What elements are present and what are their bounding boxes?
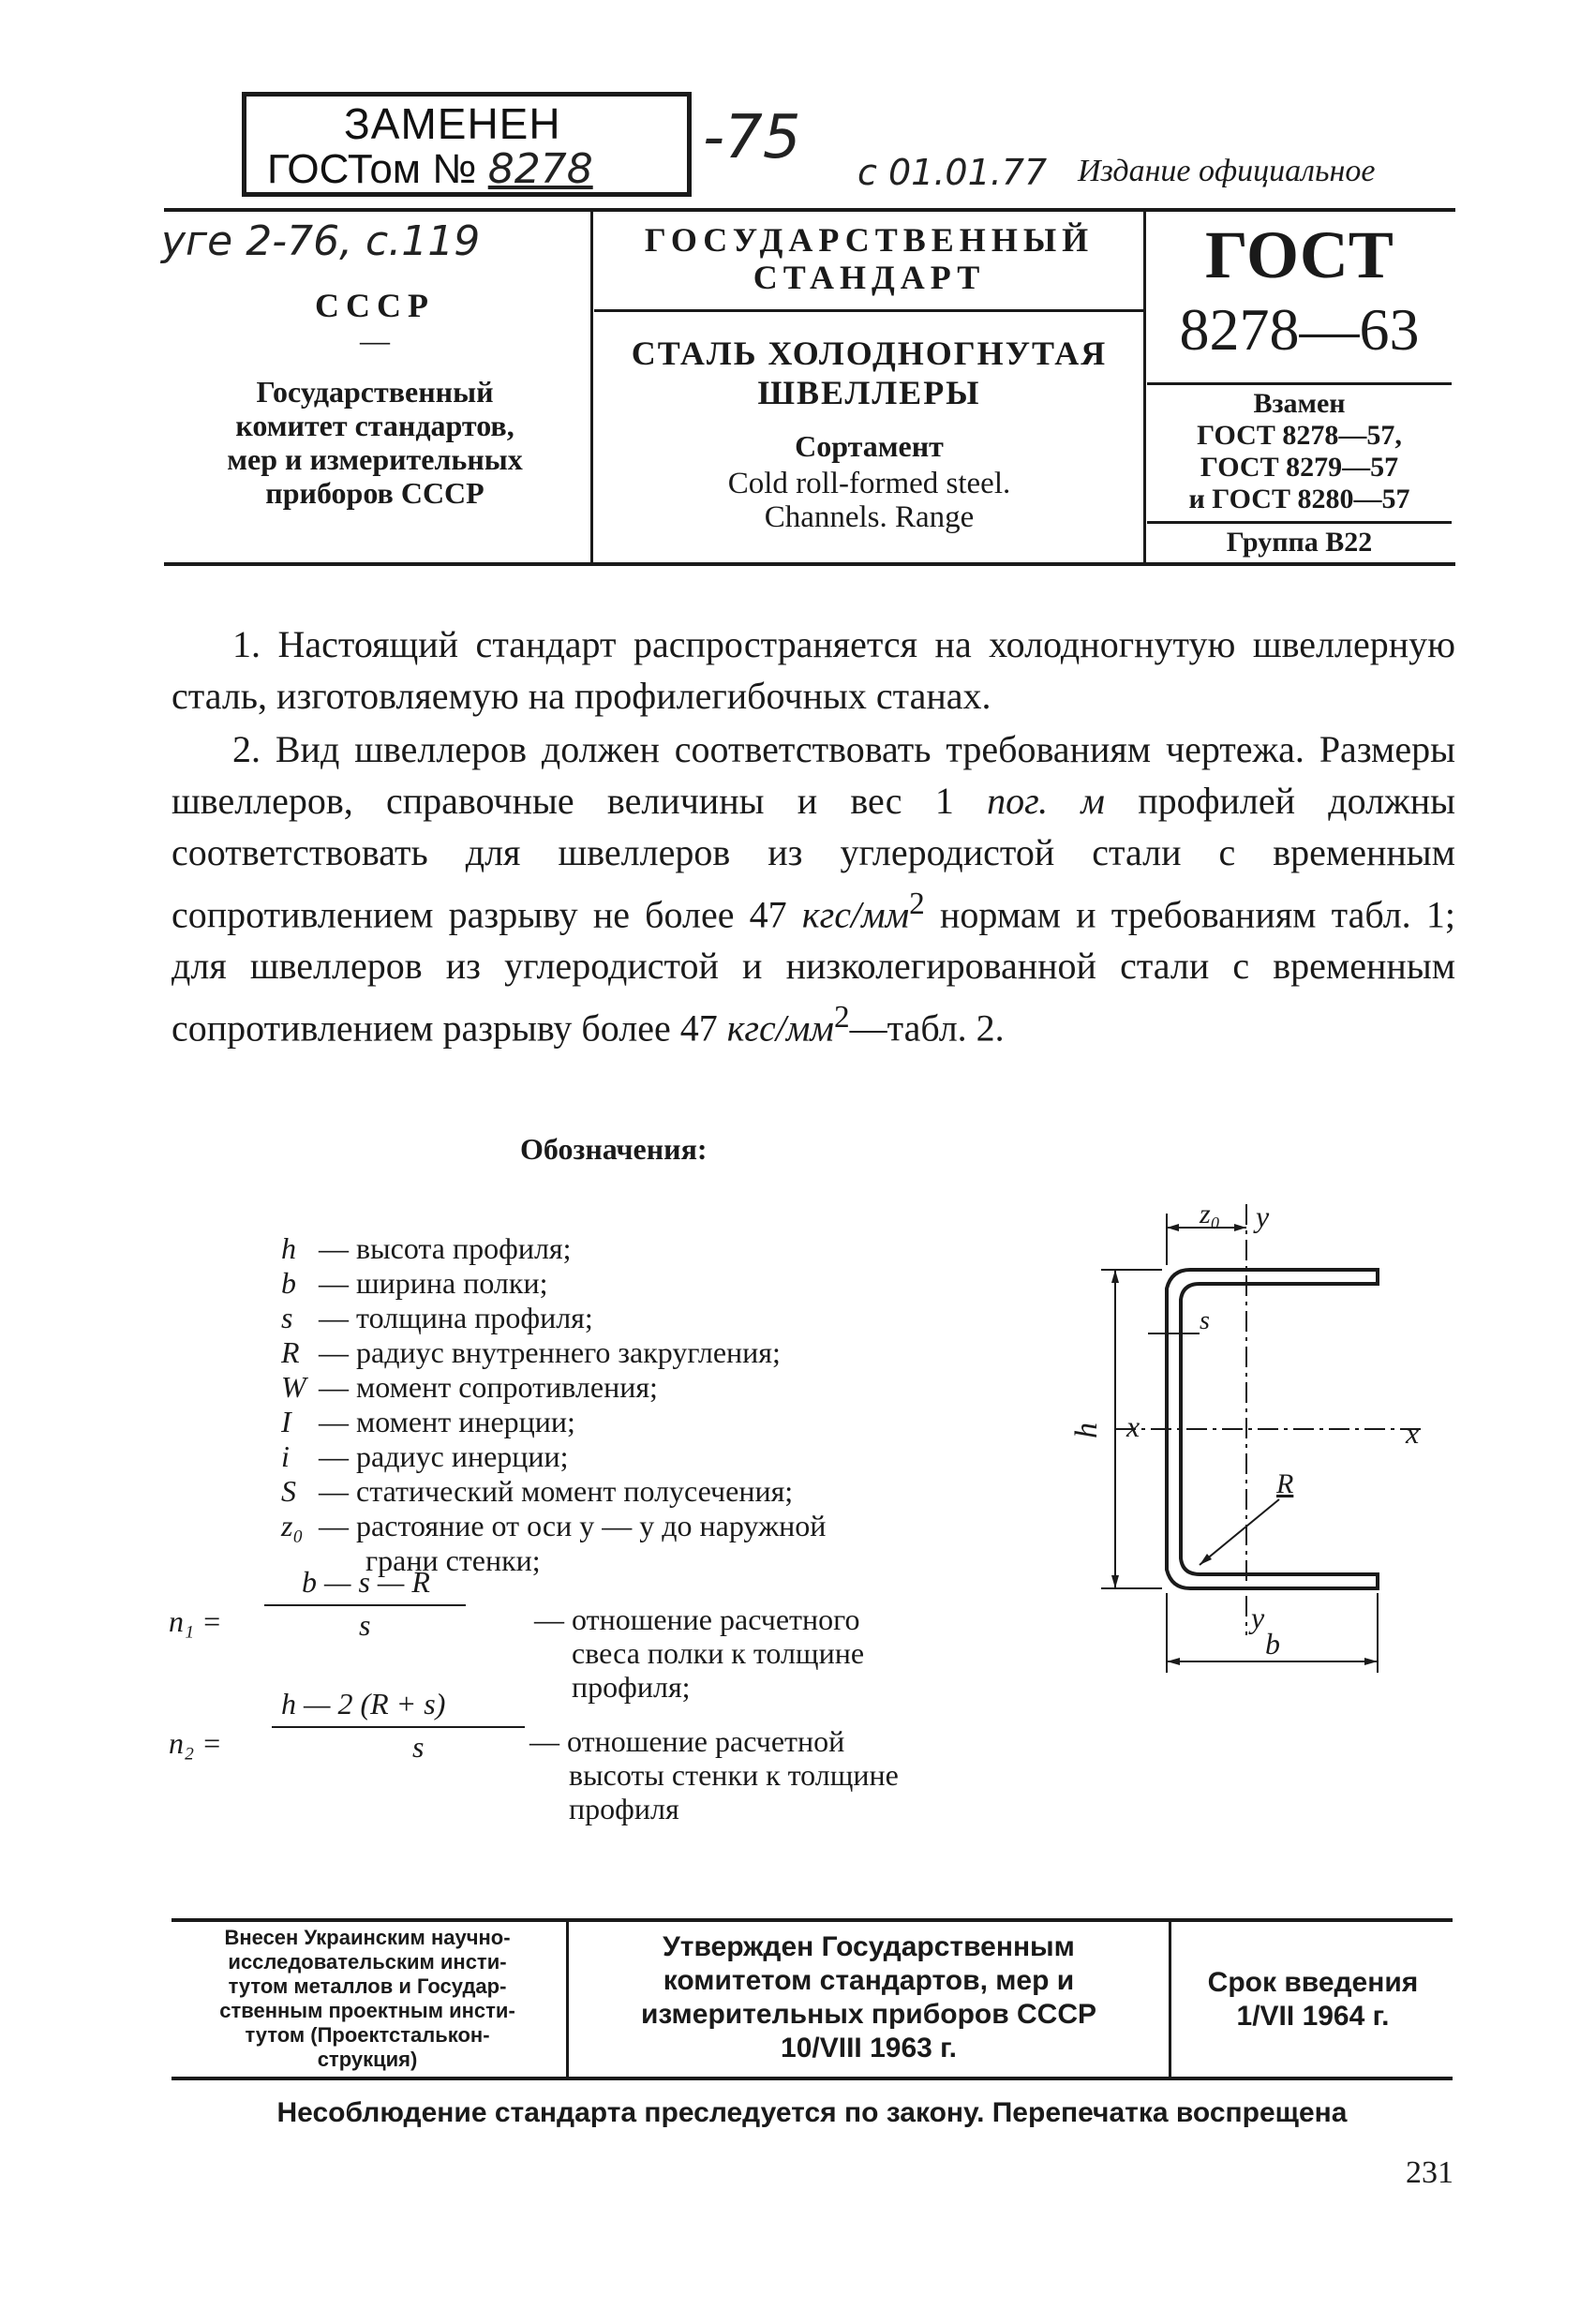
right-col-rule	[1147, 382, 1452, 385]
issuing-committee	[169, 375, 581, 510]
legend-symbol: h	[281, 1231, 296, 1265]
english-title	[600, 467, 1139, 534]
n1-desc-line: — отношение расчетного	[534, 1602, 860, 1636]
p2-sup: 2	[909, 886, 925, 921]
legend-symbol: i	[281, 1439, 290, 1473]
committee-line: Государственный	[256, 375, 494, 409]
legend-item	[281, 1509, 826, 1543]
p2-text: нормам и требованиям табл. 1; для швеллеров из углеродистой и низколегированной стали с временным сопротивлением разрыву более 47	[171, 893, 1455, 1050]
arrowhead	[1234, 1224, 1246, 1231]
middle-col-rule	[594, 309, 1143, 312]
legend-text: — толщина профиля;	[319, 1301, 593, 1334]
header-bottom-rule	[164, 562, 1455, 566]
developer-line: тутом металлов и Государ-	[228, 1974, 507, 1998]
group-rule	[1147, 521, 1452, 524]
legend-text: — момент инерции;	[319, 1405, 575, 1438]
p2-unit: кгс/мм	[801, 893, 910, 936]
legend-symbol: W	[281, 1370, 306, 1404]
developer-line: Внесен Украинским научно-	[224, 1926, 511, 1949]
legend-text: — ширина полки;	[319, 1266, 548, 1300]
copyright-notice: Несоблюдение стандарта преследуется по закону. Перепечатка воспрещена	[276, 2097, 1348, 2128]
h-label: h	[1069, 1423, 1104, 1438]
legend-item	[281, 1231, 572, 1266]
legend-text: — радиус внутреннего закругления;	[319, 1335, 781, 1369]
R-label: R	[1276, 1468, 1294, 1499]
x-left-label: x	[1126, 1409, 1140, 1443]
approval-line: Утвержден Государственным	[663, 1931, 1075, 1962]
n2-desc-line: — отношение расчетной	[529, 1724, 845, 1758]
header-divider-right	[1143, 208, 1146, 564]
standard-title	[600, 334, 1139, 412]
paragraph-1: 1. Настоящий стандарт распространяется на холодногнутую швеллерную сталь, изготовляемую на профилегибочных станах.	[171, 623, 1455, 717]
kind-line: СТАНДАРТ	[753, 259, 986, 296]
handwritten-date: с 01.01.77	[857, 152, 1048, 193]
p2-text: 2. Вид швеллеров должен соответствовать требованиям чертежа. Размеры швеллеров, справочные величины и вес 1	[171, 728, 1455, 822]
developer-line: струкция)	[317, 2048, 418, 2071]
n2-numerator: h — 2 (R + s)	[281, 1687, 446, 1721]
p2-text: профилей должны соответствовать для швеллеров из углеродистой стали с временным сопротивлением разрыву не более 47	[171, 780, 1455, 936]
n1-desc-line: профиля;	[572, 1670, 691, 1704]
english-line: Cold roll-formed steel.	[727, 467, 1011, 500]
legend-text: — радиус инерции;	[319, 1439, 569, 1473]
legend-symbol: z₀	[281, 1509, 304, 1542]
channel-profile-drawing	[1059, 1195, 1453, 1682]
replaced-standard: ГОСТ 8278—57,	[1197, 420, 1402, 451]
title-line: СТАЛЬ ХОЛОДНОГНУТАЯ	[631, 335, 1108, 372]
n2-fraction-bar	[272, 1726, 525, 1728]
edition-label: Издание официальное	[1078, 154, 1376, 188]
legend-item	[281, 1301, 593, 1335]
handwritten-year: -75	[703, 103, 801, 172]
n1-description	[534, 1602, 864, 1704]
standard-subtitle: Сортамент	[795, 429, 944, 463]
legend-symbol: s	[281, 1301, 293, 1334]
legend-text: — растояние от оси y — y до наружной	[319, 1509, 827, 1542]
n1-fraction-bar	[264, 1604, 466, 1606]
legend-item	[281, 1335, 781, 1370]
approval-line: 10/VIII 1963 г.	[781, 2033, 957, 2063]
x-right-label: x	[1406, 1416, 1420, 1450]
z0-label: z₀	[1200, 1199, 1221, 1229]
R-leader-line	[1200, 1499, 1279, 1565]
gost-number: 8278—63	[1179, 296, 1420, 363]
title-line: ШВЕЛЛЕРЫ	[757, 374, 981, 411]
footer-bottom-rule	[171, 2077, 1453, 2080]
arrowhead	[1167, 1224, 1179, 1231]
legend-symbol: b	[281, 1266, 296, 1300]
header-top-rule	[164, 208, 1455, 212]
s-label: s	[1200, 1306, 1210, 1335]
stamp-line1: ЗАМЕНЕН	[344, 99, 561, 148]
handwritten-note: уге 2-76, с.119	[161, 217, 481, 265]
legend-text: грани стенки;	[365, 1543, 541, 1577]
footer-divider-right	[1169, 1921, 1171, 2077]
legend-text: — статический момент полусечения;	[319, 1474, 794, 1508]
n1-lhs: n₁ =	[169, 1604, 222, 1638]
arrowhead	[1111, 1270, 1119, 1283]
committee-line: приборов СССР	[265, 476, 484, 510]
country: СССР	[315, 287, 435, 324]
replaced-standard: и ГОСТ 8280—57	[1188, 484, 1410, 514]
replaced-standard: ГОСТ 8279—57	[1200, 452, 1399, 483]
legend-item	[281, 1474, 793, 1509]
y-bottom-label: y	[1251, 1601, 1265, 1634]
legend-text: — момент сопротивления;	[319, 1370, 658, 1404]
legend-item	[281, 1370, 658, 1405]
english-line: Channels. Range	[764, 500, 975, 534]
n2-description	[529, 1724, 899, 1825]
legend-item	[281, 1405, 575, 1439]
arrowhead	[1111, 1575, 1119, 1588]
developer-info	[171, 1926, 563, 2072]
stamp-line2	[267, 145, 593, 193]
effective-date	[1173, 1966, 1453, 2034]
committee-line: мер и измерительных	[227, 442, 523, 476]
footer-top-rule	[171, 1918, 1453, 1922]
n1-numerator: b — s — R	[302, 1565, 430, 1599]
legend-symbol: R	[281, 1335, 300, 1369]
n1-desc-line: свеса полки к толщине	[572, 1636, 865, 1670]
n2-desc-line: профиля	[569, 1792, 679, 1825]
p2-unit: пог. м	[987, 780, 1105, 822]
effective-label: Срок введения	[1207, 1967, 1419, 1998]
replaced-stamp	[242, 92, 692, 197]
developer-line: исследовательским инсти-	[228, 1950, 507, 1974]
stamp-number: 8278	[487, 145, 593, 193]
stamp-prefix: ГОСТом №	[267, 146, 477, 192]
p2-text: —табл. 2.	[849, 1006, 1005, 1050]
kind-line: ГОСУДАРСТВЕННЫЙ	[644, 221, 1095, 259]
legend-heading: Обозначения:	[520, 1132, 708, 1166]
replaces-label: Взамен	[1253, 388, 1346, 419]
p2-unit: кгс/мм	[726, 1006, 834, 1050]
y-top-label: y	[1256, 1199, 1270, 1233]
effective-value: 1/VII 1964 г.	[1236, 2001, 1390, 2032]
gost-label: ГОСТ	[1205, 217, 1394, 292]
n2-denominator: s	[412, 1730, 425, 1764]
arrowhead	[1167, 1658, 1180, 1665]
b-label: b	[1265, 1627, 1280, 1661]
legend-item	[281, 1439, 569, 1474]
developer-line: тутом (Проектсталькон-	[245, 2023, 490, 2047]
p2-sup: 2	[833, 1000, 850, 1035]
group-label: Группа В22	[1226, 527, 1373, 558]
page-number: 231	[1406, 2155, 1453, 2190]
legend-text: — высота профиля;	[319, 1231, 572, 1265]
arrowhead	[1364, 1658, 1378, 1665]
paragraph-2	[171, 723, 1455, 1054]
legend-symbol: I	[281, 1405, 291, 1438]
approval-line: комитетом стандартов, мер и	[663, 1965, 1075, 1996]
approval-line: измерительных приборов СССР	[640, 1999, 1097, 2030]
header-divider-left	[590, 208, 593, 564]
n1-denominator: s	[359, 1608, 371, 1642]
replaces-block	[1147, 388, 1452, 515]
committee-line: комитет стандартов,	[235, 409, 514, 442]
n2-lhs: n₂ =	[169, 1726, 222, 1760]
approval-info	[572, 1930, 1166, 2065]
standard-kind	[600, 221, 1139, 296]
legend-item	[281, 1266, 547, 1301]
legend-symbol: S	[281, 1474, 296, 1508]
developer-line: ственным проектным инсти-	[219, 1999, 515, 2022]
footer-divider-left	[566, 1921, 569, 2077]
n2-desc-line: высоты стенки к толщине	[569, 1758, 899, 1792]
country-dash: —	[360, 323, 390, 357]
